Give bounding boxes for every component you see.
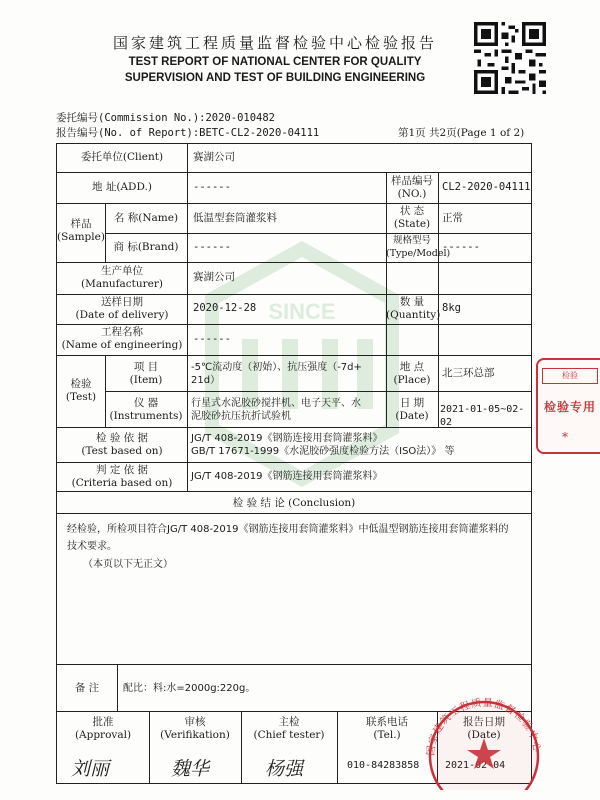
name-label: 名 称(Name) xyxy=(113,212,179,224)
sample-no-value: CL2-2020-04111 xyxy=(442,181,531,193)
remarks-value: 配比：料:水=2000g:220g。 xyxy=(123,683,256,694)
report-title-cn: 国家建筑工程质量监督检验中心检验报告 xyxy=(112,34,437,52)
item-label: 项 目 (Item) xyxy=(129,361,163,386)
official-round-seal xyxy=(418,694,550,790)
tel-value: 010-84283858 xyxy=(347,760,420,771)
criteria-value: JG/T 408-2019《钢筋连接用套筒灌浆料》 xyxy=(191,471,383,482)
report-number: 报告编号(No. of Report):BETC-CL2-2020-04111 xyxy=(56,127,320,139)
chief-tester-signature: 杨强 xyxy=(265,758,304,780)
conclusion-note: （本页以下无正文） xyxy=(83,559,173,570)
place-value: 北三环总部 xyxy=(442,367,495,379)
item-value: -5℃流动度（初始）、抗压强度（-7d+ 21d） xyxy=(191,362,362,386)
manufacturer-label: 生产单位 (Manufacturer) xyxy=(81,265,163,290)
quantity-value: 8kg xyxy=(442,302,461,314)
client-value: 赛湖公司 xyxy=(193,151,235,163)
model-value: ------ xyxy=(442,241,480,253)
side-inspection-seal: 检验 检验专用 * xyxy=(536,358,600,454)
engineering-value: ------ xyxy=(193,333,231,345)
approval-signature: 刘丽 xyxy=(71,758,110,780)
page-info: 第1页 共2页(Page 1 of 2) xyxy=(398,127,525,139)
delivery-value: 2020-12-28 xyxy=(193,302,257,314)
sample-label: 样品 (Sample) xyxy=(57,218,105,243)
commission-number: 委托编号(Commission No.):2020-010482 xyxy=(56,112,276,124)
quantity-label: 数 量 (Quantity) xyxy=(386,296,441,321)
report-title-en-line2: SUPERVISION AND TEST OF BUILDING ENGINEERING xyxy=(124,72,426,84)
address-label: 地 址(ADD.) xyxy=(92,181,152,193)
test-label: 检验 (Test) xyxy=(65,378,97,403)
qr-code-icon[interactable] xyxy=(474,22,546,94)
approval-label: 批准 (Approval) xyxy=(74,716,132,741)
place-label: 地 点 (Place) xyxy=(393,361,431,386)
criteria-label: 判 定 依 据 (Criteria based on) xyxy=(71,464,173,489)
delivery-label: 送样日期 (Date of delivery) xyxy=(75,296,169,321)
state-label: 状 态 (State) xyxy=(393,205,431,230)
chief-tester-label: 主检 (Chief tester) xyxy=(253,716,325,741)
engineering-label: 工程名称 (Name of engineering) xyxy=(61,326,183,351)
address-value: ------ xyxy=(193,181,231,193)
date-value: 2021-01-05~02-02 xyxy=(440,404,525,428)
brand-label: 商 标(Brand) xyxy=(113,241,179,253)
conclusion-text-line1: 经检验，所检项目符合JG/T 408-2019《钢筋连接用套筒灌浆料》中低温型钢筋连接用套筒灌浆料的 xyxy=(67,524,509,535)
brand-value: ------ xyxy=(193,241,231,253)
instruments-label: 仪 器 (Instruments) xyxy=(109,397,183,422)
test-based-label: 检 验 依 据 (Test based on) xyxy=(81,432,163,457)
manufacturer-value: 赛湖公司 xyxy=(193,271,235,283)
svg-text:国家建筑工程质量监督检验中心: 国家建筑工程质量监督检验中心 xyxy=(425,697,543,757)
verification-label: 审核 (Verifikation) xyxy=(160,716,230,741)
conclusion-text-line2: 技术要求。 xyxy=(67,541,117,552)
name-value: 低温型套筒灌浆料 xyxy=(193,212,277,224)
report-title-en-line1: TEST REPORT OF NATIONAL CENTER FOR QUALITY xyxy=(128,56,422,68)
date-label: 日 期 (Date) xyxy=(395,397,429,422)
report-table xyxy=(56,143,532,784)
client-label: 委托单位(Client) xyxy=(80,151,164,163)
remarks-label: 备 注 xyxy=(74,682,100,694)
verification-signature: 魏华 xyxy=(171,758,210,780)
tel-label: 联系电话 (Tel.) xyxy=(366,716,408,741)
test-based-value: JG/T 408-2019《钢筋连接用套筒灌浆料》 GB/T 17671-1999《水泥胶砂强度检验方法（ISO法）》 等 xyxy=(191,433,455,457)
state-value: 正常 xyxy=(442,212,463,224)
watermark-text: SINCE xyxy=(268,299,336,324)
model-label: 规格型号 (Type/Model) xyxy=(386,235,451,259)
conclusion-heading: 检 验 结 论 (Conclusion) xyxy=(232,497,356,509)
instruments-value: 行星式水泥胶砂搅拌机、电子天平、水 泥胶砂抗压抗折试验机 xyxy=(191,398,361,422)
sample-no-label: 样品编号 (NO.) xyxy=(391,175,433,200)
